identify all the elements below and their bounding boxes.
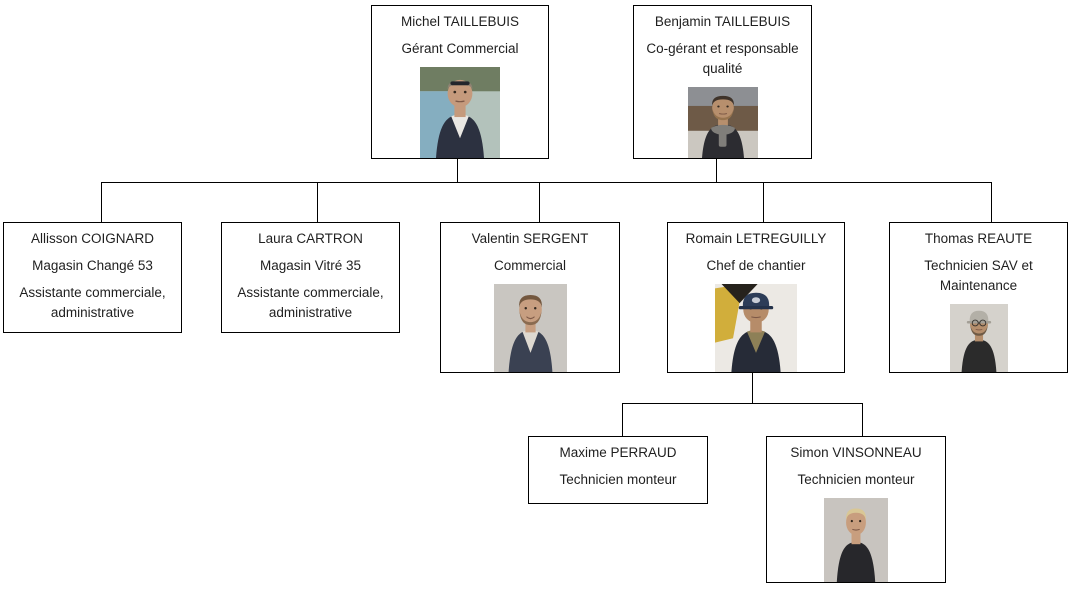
person-role: Co-gérant et responsable qualité <box>646 41 799 76</box>
person-name: Allisson COIGNARD <box>30 231 155 246</box>
person-role: Gérant Commercial <box>401 41 519 56</box>
person-location: Magasin Changé 53 <box>32 258 153 273</box>
org-node-michel-taillebuis <box>371 5 549 159</box>
thomas-portrait-photo <box>950 304 1008 372</box>
person-role: Assistante commerciale, administrative <box>237 285 384 320</box>
connector-benjamin-drop <box>716 158 717 183</box>
connector-romain-drop <box>763 182 764 223</box>
person-name: Romain LETREGUILLY <box>685 231 827 246</box>
person-name: Laura CARTRON <box>258 231 363 246</box>
connector-simon-drop <box>862 403 863 437</box>
connector-row2-horizontal <box>101 182 992 183</box>
person-name: Simon VINSONNEAU <box>790 445 922 460</box>
connector-thomas-drop <box>991 182 992 223</box>
person-role: Commercial <box>493 258 566 273</box>
org-node-thomas-reaute <box>889 222 1068 373</box>
org-node-maxime-perraud <box>528 436 708 504</box>
org-node-valentin-sergent <box>440 222 620 373</box>
org-node-benjamin-taillebuis <box>633 5 812 159</box>
person-location: Magasin Vitré 35 <box>259 258 362 273</box>
valentin-portrait-photo <box>494 284 567 372</box>
connector-allisson-drop <box>101 182 102 223</box>
person-name: Valentin SERGENT <box>471 231 589 246</box>
person-role: Technicien monteur <box>797 472 915 487</box>
connector-row3-horizontal <box>622 403 863 404</box>
michel-portrait-photo <box>420 67 500 158</box>
person-role: Chef de chantier <box>706 258 806 273</box>
connector-michel-drop <box>457 158 458 183</box>
org-node-laura-cartron <box>221 222 400 333</box>
benjamin-portrait-photo <box>688 87 758 158</box>
connector-valentin-drop <box>539 182 540 223</box>
connector-maxime-drop <box>622 403 623 437</box>
person-name: Benjamin TAILLEBUIS <box>654 14 791 29</box>
person-name: Michel TAILLEBUIS <box>400 14 520 29</box>
person-name: Maxime PERRAUD <box>559 445 677 460</box>
person-name: Thomas REAUTE <box>924 231 1033 246</box>
simon-portrait-photo <box>824 498 888 582</box>
org-node-allisson-coignard <box>3 222 182 333</box>
person-role: Technicien monteur <box>559 472 677 487</box>
connector-romain-down <box>752 372 753 404</box>
connector-laura-drop <box>317 182 318 223</box>
person-role: Assistante commerciale, administrative <box>19 285 166 320</box>
romain-portrait-photo <box>715 284 797 372</box>
person-role: Technicien SAV et Maintenance <box>924 258 1033 293</box>
org-node-romain-letreguilly <box>667 222 845 373</box>
org-node-simon-vinsonneau <box>766 436 946 583</box>
